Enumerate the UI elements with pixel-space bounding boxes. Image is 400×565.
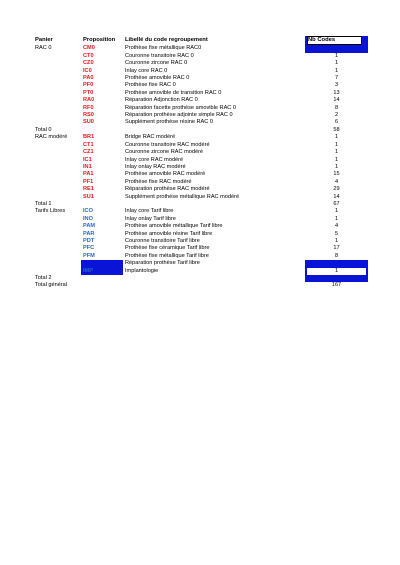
total-row [33,275,368,282]
cell-panier [33,53,81,60]
cell-code: PA1 [83,171,94,178]
cell-libelle: Supplément prothèse métallique RAC modéré [125,193,240,200]
cell-code: IMP [81,268,123,275]
cell-libelle: Réparation Adjonction RAC 0 [125,97,198,104]
cell-panier [33,268,81,275]
cell-code: RS0 [83,112,94,119]
cell-panier [33,149,81,156]
header-nb-codes: Nb Codes [305,36,368,45]
total-row [33,201,368,208]
table-row [33,245,368,252]
table-row [33,112,368,119]
cell-count: 1 [334,134,339,141]
table-row [33,238,368,245]
cell-code: CM0 [81,45,123,52]
cell-empty [81,127,305,134]
header-panier: Panier [35,37,53,43]
cell-count: 15 [333,171,340,178]
cell-libelle: Inlay onlay RAC modéré [125,163,186,170]
total-row [33,127,368,134]
cell-count: 1 [334,208,339,215]
cell-libelle: Prothèse amovible de transition RAC 0 [125,89,222,96]
cell-libelle: Prothèse fixe métallique RAC0 [125,45,202,52]
table-row [33,157,368,164]
table-row [33,194,368,201]
cell-empty [81,201,305,208]
cell-libelle: Inlay core Tarif libre [125,208,174,215]
cell-panier: RAC 0 [35,45,52,52]
cell-code: CT0 [83,52,94,59]
table-row [33,171,368,178]
cell-code: RE1 [83,186,94,193]
table-row [33,53,368,60]
cell-libelle: Prothèse fixe céramique Tarif libre [125,245,210,252]
cell-code: PFC [83,245,95,252]
table-row [33,119,368,126]
cell-panier [33,179,81,186]
cell-libelle: Prothèse amovible résine Tarif libre [125,230,213,237]
cell-code: PA0 [83,75,94,82]
table-header-row [33,36,368,45]
cell-count: 29 [333,186,340,193]
cell-panier [33,171,81,178]
cell-panier [33,194,81,201]
cell-libelle: Réparation facette prothèse amovible RAC 0 [125,104,237,111]
cell-panier [33,245,81,252]
cell-count: 1 [334,163,339,170]
cell-count: 1 [334,156,339,163]
cell-count: 3 [334,82,339,89]
cell-panier: Total 2 [35,275,52,281]
table-row [33,105,368,112]
cell-code: IC0 [83,67,92,74]
cell-code: PT0 [83,89,94,96]
cell-panier: Tarifs Libres [35,208,66,215]
cell-code: PAM [83,223,96,230]
cell-code: RA0 [83,97,95,104]
cell-code: CZ1 [83,149,94,156]
table-row [33,68,368,75]
cell-libelle: Réparation prothèse adjointe simple RAC 0 [125,112,233,119]
table-row [33,253,368,260]
cell-code: PAR [83,230,95,237]
cell-panier [33,260,81,267]
cell-count [305,275,368,282]
cell-count: 1 [334,60,339,67]
total-row [33,282,368,289]
cell-libelle: Supplément prothèse résine RAC 0 [125,119,213,126]
regroupement-table [33,36,368,290]
cell-code: INO [83,215,93,222]
cell-code: RF0 [83,104,94,111]
cell-panier [33,253,81,260]
cell-count: 8 [334,104,339,111]
table-row [33,186,368,193]
cell-code: PDT [83,237,95,244]
count-value: 1 [307,268,366,275]
cell-code: ICO [83,208,93,215]
table-row [33,45,368,52]
cell-libelle: Inlay core RAC modéré [125,156,184,163]
cell-empty [81,275,305,282]
cell-panier [33,216,81,223]
table-row [33,223,368,230]
cell-count: 7 [334,75,339,82]
table-body [33,45,368,289]
cell-count: 1 [334,141,339,148]
cell-code: IN1 [83,163,92,170]
cell-panier [33,68,81,75]
table-row [33,208,368,215]
cell-empty [81,282,305,289]
table-row [33,60,368,67]
cell-panier: Total 1 [35,200,52,207]
header-libelle: Libellé du code regroupement [125,37,208,43]
table-row [33,134,368,141]
cell-code: IC1 [83,156,92,163]
cell-panier [33,90,81,97]
cell-libelle: Inlay core RAC 0 [125,67,168,74]
cell-count: 4 [334,223,339,230]
cell-count: 1 [334,237,339,244]
cell-count [305,260,368,267]
cell-count [305,268,368,275]
cell-count: 1 [334,67,339,74]
cell-code: CT1 [83,141,94,148]
table-row [33,149,368,156]
table-row [33,216,368,223]
cell-panier: Total général [35,282,68,289]
cell-code: PF0 [83,82,94,89]
cell-libelle: Prothèse fixe RAC 0 [125,82,176,89]
cell-count [305,45,368,52]
cell-libelle: Couronne zircone RAC 0 [125,60,188,67]
cell-panier [33,112,81,119]
cell-panier: Total 0 [35,126,52,133]
cell-panier [33,119,81,126]
cell-count: 1 [334,149,339,156]
cell-count: 1 [334,215,339,222]
table-row [33,97,368,104]
cell-panier [33,82,81,89]
cell-libelle: Prothèse amovible métallique Tarif libre [125,223,223,230]
cell-count: 4 [334,178,339,185]
cell-libelle: Réparation prothèse RAC modéré [125,186,210,193]
cell-count: 17 [333,245,340,252]
table-row [33,82,368,89]
cell-panier [33,238,81,245]
table-row [33,231,368,238]
cell-libelle: Prothèse amovible RAC modéré [125,171,206,178]
cell-panier [33,75,81,82]
cell-panier [33,142,81,149]
cell-count: 13 [333,89,340,96]
cell-libelle: Couronne zircone RAC modéré [125,149,204,156]
cell-libelle: Couronne transitoire Tarif libre [125,237,200,244]
table-row [33,142,368,149]
cell-count: 67 [333,200,340,207]
cell-panier [33,105,81,112]
cell-count: 1 [334,52,339,59]
cell-libelle: Prothèse fixe RAC modéré [125,178,192,185]
cell-libelle: Couronne transitoire RAC modéré [125,141,210,148]
table-row [33,260,368,267]
cell-libelle: Prothèse fixe métallique Tarif libre [125,252,209,259]
cell-panier: RAC modéré [35,134,68,141]
cell-code: BR1 [83,134,95,141]
cell-panier [33,164,81,171]
cell-libelle: Couronne transitoire RAC 0 [125,52,194,59]
cell-count: 8 [334,252,339,259]
cell-count: 6 [334,119,339,126]
cell-code: PF1 [83,178,94,185]
table-row [33,179,368,186]
cell-code [81,260,123,267]
cell-count: 14 [333,193,340,200]
cell-panier [33,97,81,104]
table-row [33,75,368,82]
cell-code: SU1 [83,193,94,200]
cell-code: SU0 [83,119,94,126]
table-row [33,268,368,275]
cell-count: 58 [333,126,340,133]
cell-libelle: Implantologie [125,267,159,274]
cell-panier [33,186,81,193]
table-row [33,164,368,171]
cell-count: 2 [334,112,339,119]
cell-code: CZ0 [83,60,94,67]
cell-libelle: Bridge RAC modéré [125,134,176,141]
header-proposition: Proposition [83,37,116,43]
cell-panier [33,60,81,67]
table-row [33,90,368,97]
cell-panier [33,157,81,164]
cell-count: 5 [334,230,339,237]
cell-libelle: Réparation prothèse Tarif libre [125,260,200,267]
cell-panier [33,231,81,238]
cell-count: 14 [333,97,340,104]
cell-code: PFM [83,252,95,259]
cell-panier [33,223,81,230]
cell-libelle: Inlay onlay Tarif libre [125,215,176,222]
cell-libelle: Prothèse amovible RAC 0 [125,75,190,82]
cell-count: 167 [331,282,342,289]
